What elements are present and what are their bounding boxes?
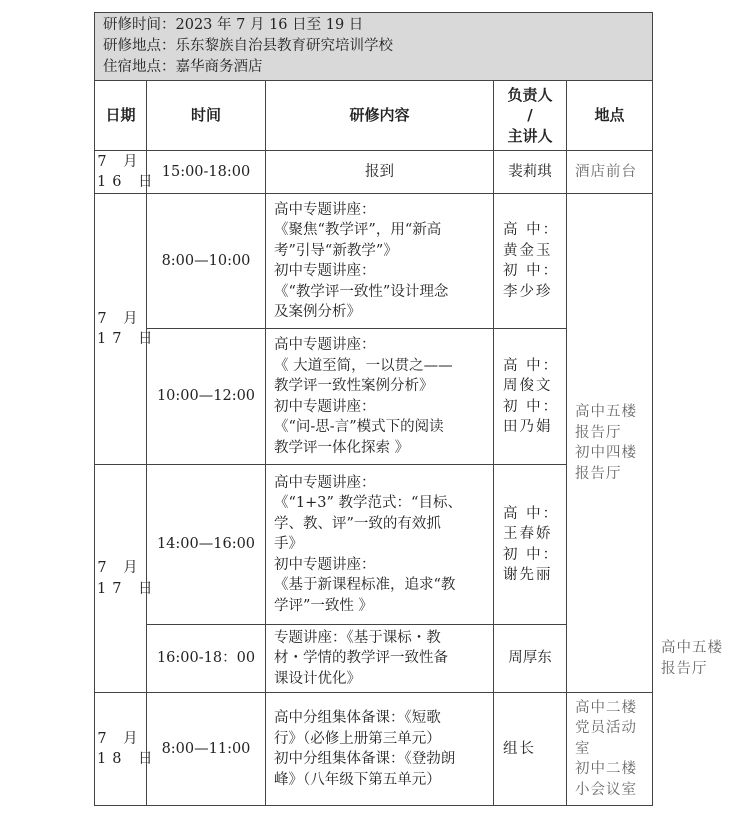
schedule-sheet xyxy=(94,12,724,806)
content-cell: 报到 xyxy=(266,151,494,194)
place-cell: 高中五楼 报告厅 初中四楼 报告厅 xyxy=(567,194,653,693)
table-row xyxy=(95,693,653,806)
time-cell: 14:00—16:00 xyxy=(147,465,266,625)
time-cell: 15:00-18:00 xyxy=(147,151,266,194)
column-header-row xyxy=(95,81,653,151)
table-row xyxy=(95,151,653,194)
info-block xyxy=(95,13,653,81)
person-cell: 裴莉琪 xyxy=(494,151,567,194)
col-person-bottom: 主讲人 xyxy=(507,126,553,145)
person-cell: 组长 xyxy=(494,693,567,806)
training-time: 研修时间：2023 年 7 月 16 日至 19 日 xyxy=(103,17,364,33)
col-content: 研修内容 xyxy=(266,81,494,151)
col-person-top: 负责人 xyxy=(507,85,553,104)
time-cell: 8:00—10:00 xyxy=(147,194,266,329)
place-cell: 高中二楼 党员活动 室 初中二楼 小会议室 xyxy=(567,693,653,806)
date-cell: 7 月 17 日 xyxy=(95,194,147,465)
person-cell: 高 中： 王春娇 初 中： 谢先丽 xyxy=(494,465,567,625)
col-person xyxy=(494,81,567,151)
date-cell: 7 月 17 日 xyxy=(95,465,147,693)
time-cell: 16:00-18：00 xyxy=(147,625,266,693)
content-cell: 专题讲座：《基于课标・教 材・学情的教学评一致性备 课设计优化》 xyxy=(266,625,494,693)
content-cell: 高中分组集体备课：《短歌 行》（必修上册第三单元） 初中分组集体备课：《登勃朗 峰》（八年级下第五单元） xyxy=(266,693,494,806)
person-cell: 高 中： 黄金玉 初 中： 李少珍 xyxy=(494,194,567,329)
col-date: 日期 xyxy=(95,81,147,151)
table-row: 16:00-18：00 专题讲座：《基于课标・教 材・学情的教学评一致性备 课设计优化》 周厚东 高中五楼 报告厅 xyxy=(95,625,653,693)
col-person-mid: / xyxy=(527,106,533,125)
info-row xyxy=(95,13,653,81)
col-place: 地点 xyxy=(567,81,653,151)
time-cell: 10:00—12:00 xyxy=(147,329,266,465)
person-cell: 高 中： 周俊文 初 中： 田乃娟 xyxy=(494,329,567,465)
schedule-table xyxy=(94,12,724,806)
lodging-location: 住宿地点：嘉华商务酒店 xyxy=(103,59,263,75)
content-cell: 高中专题讲座： 《“1+3” 教学范式：“目标、 学、教、评”一致的有效抓 手》 初中专题讲座： 《基于新课程标准，追求“教 学评”一致性 》 xyxy=(266,465,494,625)
date-cell: 7 月 18 日 xyxy=(95,693,147,806)
col-time: 时间 xyxy=(147,81,266,151)
content-cell: 高中专题讲座： 《聚焦“教学评”，用“新高 考”引导“新教学”》 初中专题讲座： 《“教学评一致性”设计理念 及案例分析》 xyxy=(266,194,494,329)
person-cell: 周厚东 xyxy=(494,625,567,693)
place-cell: 酒店前台 xyxy=(567,151,653,194)
time-cell: 8:00—11:00 xyxy=(147,693,266,806)
table-row xyxy=(95,194,653,329)
training-location: 研修地点：乐东黎族自治县教育研究培训学校 xyxy=(103,38,393,54)
date-cell: 7 月 16 日 xyxy=(95,151,147,194)
content-cell: 高中专题讲座： 《 大道至简，一以贯之—— 教学评一致性案例分析》 初中专题讲座： 《“问-思-言”模式下的阅读 教学评一体化探索 》 xyxy=(266,329,494,465)
